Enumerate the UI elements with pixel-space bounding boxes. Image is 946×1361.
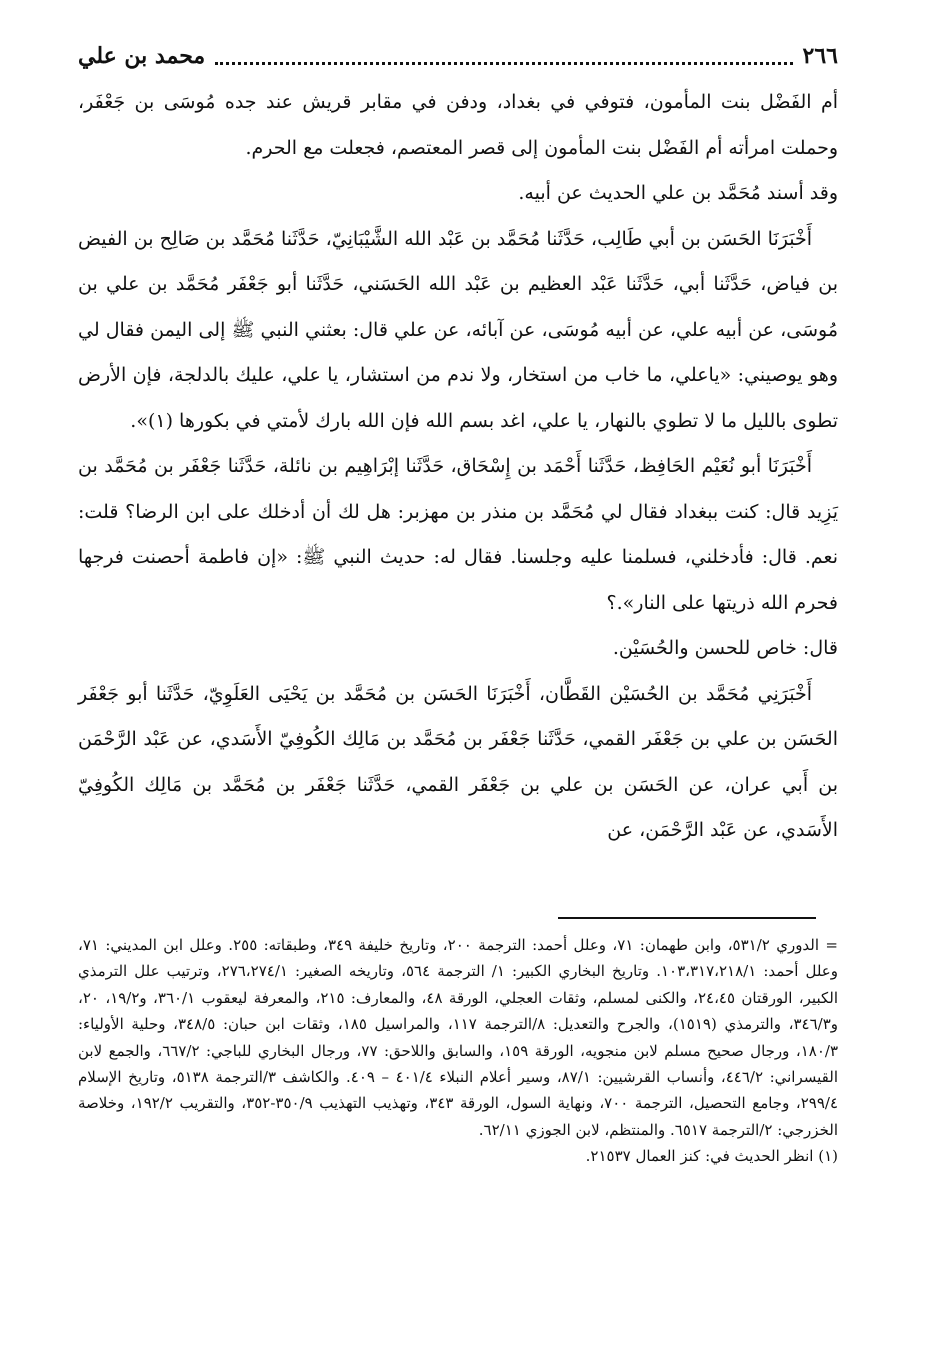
footnotes — [78, 932, 838, 1170]
paragraph: أَخْبَرَنِي مُحَمَّد بن الحُسَيْن القَطَّان، أَخْبَرَنَا الحَسَن بن مُحَمَّد بن يَحْيَى العَلَوِيّ، حَدَّثَنا أبو جَعْفَر الحَسَن بن علي بن جَعْفَر القمي، حَدَّثَنا جَعْفَر بن مُحَمَّد بن مَالِك الكُوفِيّ الأَسَدي، عن عَبْد الرَّحْمَن بن أَبي عران، عن الحَسَن بن علي بن جَعْفَر القمي، حَدَّثَنا جَعْفَر بن مُحَمَّد بن مَالِك الكُوفِيّ الأَسَدي، عن عَبْد الرَّحْمَن، عن — [78, 682, 838, 841]
paragraph: وقد أسند مُحَمَّد بن علي الحديث عن أبيه. — [518, 182, 838, 204]
footnote-separator — [558, 917, 816, 919]
paragraph: أَخْبَرَنَا أبو نُعَيْم الحَافِظ، حَدَّثَنا أَحْمَد بن إِسْحَاق، حَدَّثَنا إبْرَاهِيم بن نائلة، حَدَّثَنا جَعْفَر بن مُحَمَّد بن يَزِيد قال: كنت ببغداد فقال لي مُحَمَّد بن منذر بن مهزبر: هل لك أن أدخلك على ابن الرضا؟ قلت: نعم. قال: فأدخلني، فسلمنا عليه وجلسنا. فقال له: حديث النبي ﷺ: «إن فاطمة أحصنت فرجها فحرم الله ذريتها على النار».؟ — [78, 455, 838, 614]
paragraph: أم الفَضْل بنت المأمون، فتوفي في بغداد، ودفن في مقابر قريش عند جده مُوسَى بن جَعْفَر، وحملت امرأته أم الفَضْل بنت المأمون إلى قصر المعتصم، فجعلت مع الحرم. — [78, 91, 838, 159]
page-header — [78, 38, 838, 74]
page-number: ٢٦٦ — [802, 43, 838, 69]
footnote-continuation: = الدوري ٥٣١/٢، وابن طهمان: ٧١، وعلل أحمد: الترجمة ٢٠٠، وتاريخ خليفة ٣٤٩، وطبقاته: ٢٥٥. وعلل ابن المديني: ٧١، وعلل أحمد: ١٠٣،٣١٧،٢١٨/١. وتاريخ البخاري الكبير: ١/ الترجمة ٥٦٤، وتاريخه الصغير: ٢٧٦،٢٧٤/١، وترتيب علل الترمذي الكبير، الورقتان ٢٤،٤٥، والكنى لمسلم، وثقات العجلي، الورقة ٤٨، والمعارف: ٢١٥، والمعرفة ليعقوب ٣٦٠/١، و١٩/٢، ٢٠، و٣٤٦/٣، والترمذي (١٥١٩)، والجرح والتعديل: ٨/الترجمة ١١٧، والمراسيل ١٨٥، وثقات ابن حبان: ٣٤٨/٥، وحلية الأولياء: ١٨٠/٣، ورجال صحيح مسلم لابن منجويه، الورقة ١٥٩، والسابق واللاحق: ٧٧، ورجال البخاري للباجي: ٦٦٧/٢، والجمع لابن القيسراني: ٤٤٦/٢، وأنساب القرشيين: ٨٧/١، وسير أعلام النبلاء ٤٠١/٤ – ٤٠٩. والكاشف ٣/الترجمة ٥١٣٨، وتاريخ الإسلام ٢٩٩/٤، وجامع التحصيل، الترجمة ٧٠٠، ونهاية السول، الورقة ٣٤٣، وتهذيب التهذيب ٣٥٠/٩-٣٥٢، والتقريب ١٩٢/٢، وخلاصة الخزرجي: ٢/الترجمة ٦٥١٧. والمنتظم، لابن الجوزي ٦٢/١١. — [78, 936, 839, 1139]
running-title: محمد بن علي — [78, 43, 206, 69]
header-dotted-leader — [215, 48, 792, 65]
paragraph: قال: خاص للحسن والحُسَيْن. — [612, 637, 838, 659]
footnote-1: (١) انظر الحديث في: كنز العمال ٢١٥٣٧. — [585, 1147, 838, 1166]
paragraph: أَخْبَرَنَا الحَسَن بن أبي طَالِب، حَدَّثَنا مُحَمَّد بن عَبْد الله الشَّيْبَانِيّ، حَدَّثَنا مُحَمَّد بن صَالِح بن الفيض بن فياض، حَدَّثَنا أبي، حَدَّثَنا عَبْد العظيم بن عَبْد الله الحَسَني، حَدَّثَنا أبو جَعْفَر مُحَمَّد بن علي بن مُوسَى، عن أبيه علي، عن أبيه مُوسَى، عن آبائه، عن علي قال: بعثني النبي ﷺ إلى اليمن فقال لي وهو يوصيني: «ياعلي، ما خاب من استخار، ولا ندم من استشار، يا علي، عليك بالدلجة، فإن الأرض تطوى بالليل ما لا تطوي بالنهار، يا علي، اغد بسم الله فإن الله بارك لأمتي في بكورها (١)». — [78, 227, 838, 432]
main-text — [78, 80, 838, 854]
